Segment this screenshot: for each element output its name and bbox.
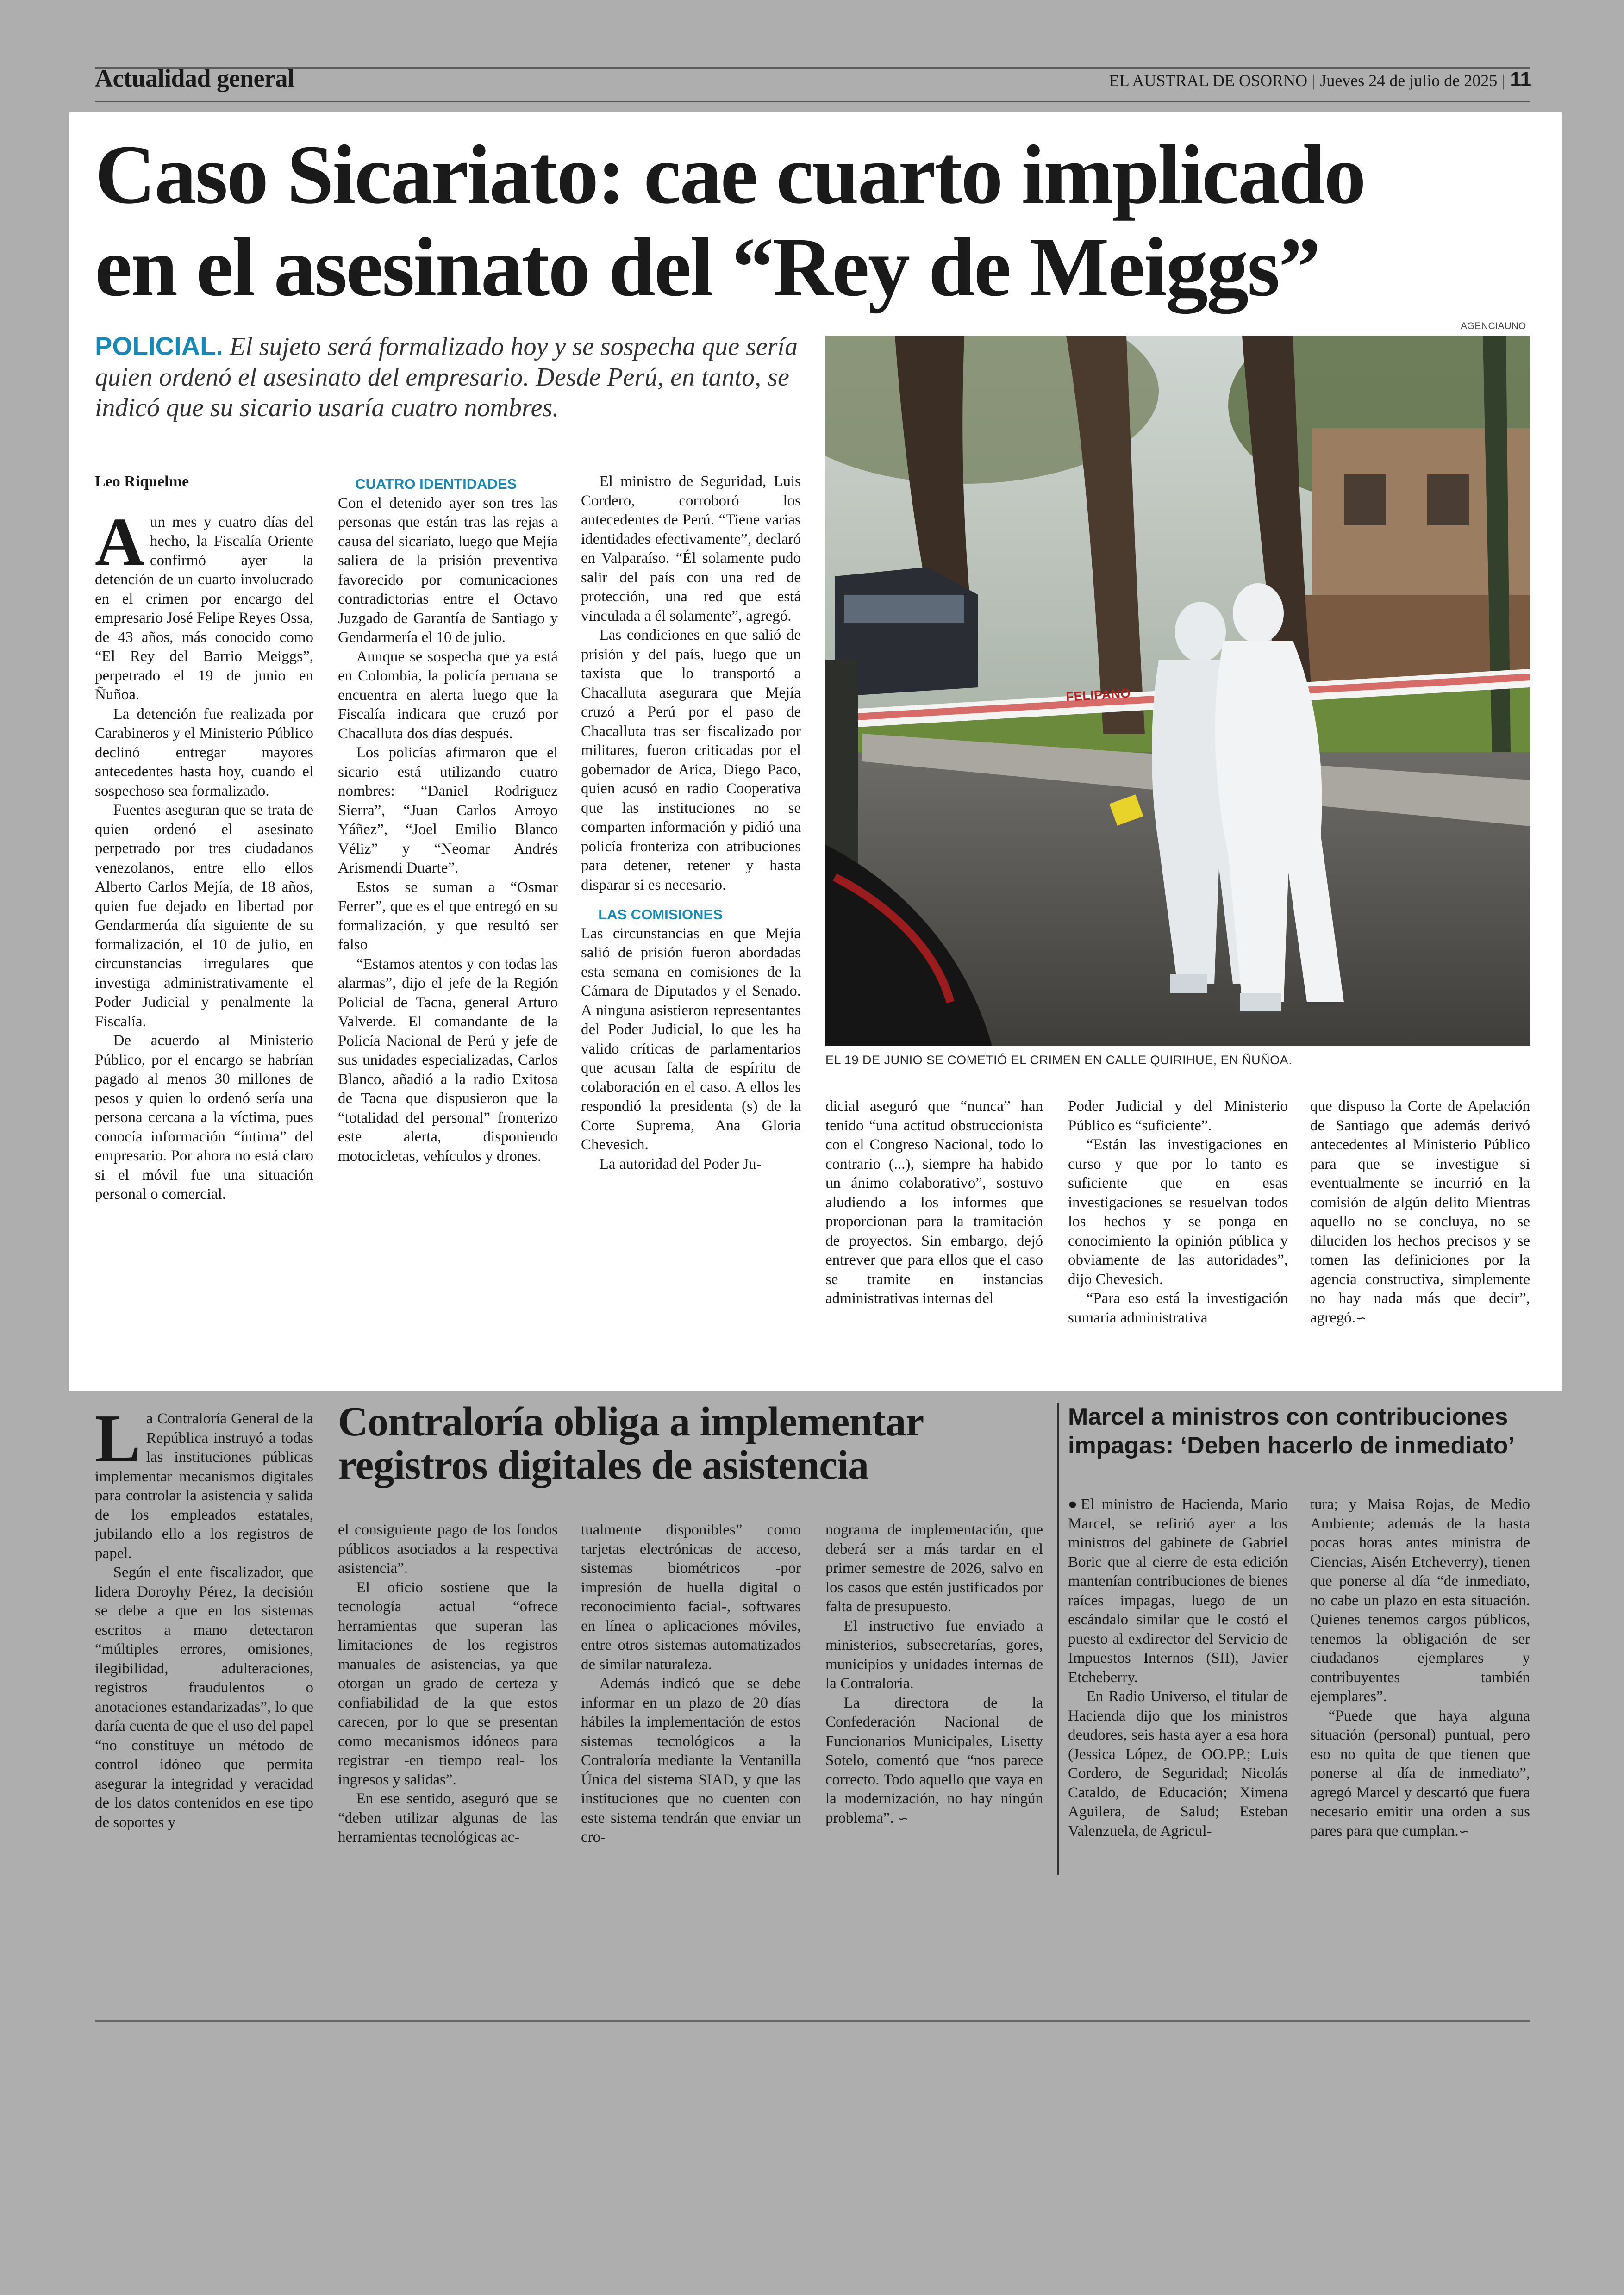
paragraph-wrap: [1310, 1707, 1530, 1841]
main-col-2: [338, 474, 558, 1166]
end-mark-icon: ∽: [897, 1810, 909, 1826]
story3-divider: [1057, 1403, 1059, 1875]
paragraph: el consiguiente pago de los fondos públicos asociados a la respectiva asistencia”.: [338, 1522, 558, 1577]
story2-col-3: [581, 1521, 801, 1847]
subhead-identidades: CUATRO IDENTIDADES: [355, 476, 517, 492]
header-bottom-rule: [95, 101, 1530, 102]
main-col-4: [825, 1097, 1043, 1309]
paragraph: un mes y cuatro días del hecho, la Fiscalía Oriente confirmó ayer la detención de un cuarto involucrado en el crimen por encargo del empresario José Felipe Reyes Ossa, de 43 años, más conocido como “El Rey del Barrio Meiggs”, perpetrado el 19 de junio en Ñuñoa.: [95, 513, 313, 703]
first-paragraph-wrap: [95, 1401, 313, 1563]
paragraph: nograma de implementación, que deberá ser a más tardar en el primer semestre de 2026, salvo en los casos que estén justificados por falta de presupuesto.: [825, 1522, 1043, 1615]
tape-lettering: FELIPANO: [1065, 686, 1131, 704]
paragraph: a Contraloría General de la República instruyó a todas las instituciones públicas implementar mecanismos digitales para controlar la asistencia y salida de los empleados estatales, jubilando ello a los registros de papel.: [95, 1410, 313, 1562]
paragraph: tualmente disponibles” como tarjetas electrónicas de acceso, sistemas biométricos -por impresión de huella digital o reconocimiento facial-, softwares en línea o aplicaciones móviles, entre otros sistemas automatizados de similar naturaleza.: [581, 1522, 801, 1673]
paragraph: Los policías afirmaron que el sicario está utilizando cuatro nombres: “Daniel Rodriguez Sierra”, “Juan Carlos Arroyo Yáñez”, “Joel Emilio Blanco Véliz” y “Neomar Andrés Arismendi Duarte”.: [338, 744, 558, 876]
story2-col-2: [338, 1521, 558, 1847]
paragraph: Las condiciones en que salió de prisión y del país, luego que un taxista que lo transportó a Chacalluta asegurara que Mejía cruzó a Perú por el paso de Chacalluta tras ser fiscalizado por militares, fueron criticadas por el gobernador de Arica, Diego Paco, quien acusó en radio Cooperativa que las instituciones no se comparten información y pidió una policía fronteriza con atribuciones para detener, retener y hasta disparar si es necesario.: [581, 627, 801, 893]
paragraph: En Radio Universo, el titular de Hacienda dijo que los ministros deudores, seis hasta ayer a esa hora (Jessica López, de OO.PP.; Luis Cordero, de Seguridad; Nicolás Cataldo, de Educación; Ximena Aguilera, de Salud; Esteban Valenzuela, de Agricul-: [1068, 1688, 1288, 1840]
lead-text: El sujeto será formalizado hoy y se sospecha que sería quien ordenó el asesinato del empresario. Desde Perú, en tanto, se indicó que su sicario usaría cuatro nombres.: [95, 332, 798, 422]
section-label: Actualidad general: [95, 64, 294, 92]
paragraph: Con el detenido ayer son tres las personas que están tras las rejas a causa del sicariato, luego que Mejía saliera de la prisión preventiva favorecido por comunicaciones contradictorias entre el Octavo Juzgado de Garantía de Santiago y Gendarmería el 10 de julio.: [338, 494, 558, 646]
paragraph: Según el ente fiscalizador, que lidera Doroyhy Pérez, la decisión se debe a que en los sistemas escritos a mano detectaron “múltiples errores, omisiones, ilegibilidad, adulteraciones, registros fraudulentos o anotaciones estandarizadas”, lo que daría cuenta de que el uso del papel “no constituye un método de control idóneo que permita asegurar la integridad y veracidad de los datos contenidos en ese tipo de soportes y: [95, 1564, 313, 1831]
byline: Leo Riquelme: [95, 473, 189, 490]
paragraph: “Puede que haya alguna situación (personal) puntual, pero eso no quita de que tienen que ponerse al día de inmediato”, agregó Marcel y descartó que fuera necesario emitir una orden a sus pares para que cumplan.: [1310, 1707, 1530, 1840]
paragraph: El oficio sostiene que la tecnología actual “ofrece herramientas que superan las limitaciones de los registros manuales de asistencias, ya que otorgan un grado de certeza y confiabilidad de la que estos carecen, por lo que se presentan como mecanismos idóneos para registrar -en tiempo real- los ingresos y salidas”.: [338, 1579, 558, 1788]
paragraph: Estos se suman a “Osmar Ferrer”, que es el que entregó en su formalización, y que resultó ser falso: [338, 879, 558, 953]
issue-date: Jueves 24 de julio de 2025: [1320, 71, 1498, 90]
crime-scene-photo: [825, 336, 1530, 1046]
footer-rule: [95, 2020, 1530, 2022]
paragraph: “Estamos atentos y con todas las alarmas”, dijo el jefe de la Región Policial de Tacna, general Arturo Valverde. El comandante de la Policía Nacional de Perú y jefe de sus unidades especializadas, Carlos Blanco, añadió a la radio Exitosa de Tacna que dispusieron que la “totalidad del personal” fronterizo este alerta, disponiendo motocicletas, vehículos y drones.: [338, 955, 558, 1165]
main-headline: [95, 129, 1553, 314]
paragraph: dicial aseguró que “nunca” han tenido “una actitud obstruccionista con el Congreso Nacional, todo lo contrario (...), siempre ha habido un ánimo colaborativo”, sostuvo aludiendo a los informes que proporcionan para la tramitación de proyectos. Sin embargo, dejó entrever que para ellos que el caso se tramite en instancias administrativas internas del: [825, 1098, 1043, 1307]
paragraph: “Para eso está la investigación sumaria administrativa: [1068, 1290, 1288, 1326]
story2-title: Contraloría obliga a implementar registros digitales de asistencia: [338, 1399, 923, 1488]
paragraph: La directora de la Confederación Nacional de Funcionarios Municipales, Lisetty Sotelo, comentó que “nos parece correcto. Todo aquello que vaya en la modernización, no hay ningún problema”.: [825, 1694, 1043, 1827]
paragraph: Aunque se sospecha que ya está en Colombia, la policía peruana se encuentra en alerta luego que la Fiscalía indicara que cruzó por Chacalluta dos días después.: [338, 648, 558, 742]
paragraph: ●El ministro de Hacienda, Mario Marcel, se refirió ayer a los ministros del gabinete de Gabriel Boric que al cierre de esta edición mantenían contribuciones de bienes raíces impagas, luego de un escándalo similar que le costó el puesto al exdirector del Servicio de Impuestos Internos (SII), Javier Etcheberry.: [1068, 1496, 1288, 1686]
paragraph-wrap: [1310, 1097, 1530, 1328]
subhead-comisiones: LAS COMISIONES: [598, 906, 723, 923]
photo-credit: AGENCIAUNO: [1461, 321, 1526, 331]
paragraph: tura; y Maisa Rojas, de Medio Ambiente; además de la hasta pocas horas antes ministra de Ciencias, Aisén Etcheverry), tienen que ponerse al día “de inmediato, no cabe un plazo en esta situación. Quienes tenemos cargos públicos, tenemos la obligación de ser ciudadanos ejemplares y contribuyentes también ejemplares”.: [1310, 1496, 1530, 1705]
masthead: EL AUSTRAL DE OSORNO | Jueves 24 de julio de 2025 | 11: [1109, 68, 1531, 91]
photo-caption: EL 19 DE JUNIO SE COMETIÓ EL CRIMEN EN CALLE QUIRIHUE, EN ÑUÑOA.: [825, 1053, 1293, 1067]
main-col-3: [581, 472, 801, 1174]
paragraph: El instructivo fue enviado a ministerios, subsecretarías, gores, municipios y unidades internas de la Contraloría.: [825, 1617, 1043, 1692]
paragraph: Las circunstancias en que Mejía salió de prisión fueron abordadas esta semana en comisiones de la Cámara de Diputados y el Senado. A ninguna asistieron representantes del Poder Judicial, lo que les ha valido críticas de parlamentarios que acusan falta de espíritu de colaboración en el caso. A ellos les respondió la presidenta (s) de la Corte Suprema, Ana Gloria Chevesich.: [581, 925, 801, 1153]
paragraph: que dispuso la Corte de Apelación de Santiago que además derivó antecedentes al Ministerio Público para que se investigue si eventualmente se incurrió en la comisión de algún delito Mientras aquello no se concluya, no se diluciden los hechos precisos y se tomen las definiciones por la agencia constructiva, simplemente no hay nada más que decir”, agregó.: [1310, 1098, 1530, 1326]
first-paragraph-wrap: [95, 504, 313, 705]
end-mark-icon: ∽: [1355, 1310, 1367, 1326]
paragraph: La detención fue realizada por Carabineros y el Ministerio Público declinó entregar mayores antecedentes hasta hoy, cuando el sospechoso sea formalizado.: [95, 705, 313, 799]
crime-scene-illustration: [825, 336, 1530, 1046]
dropcap-letter: L: [95, 1401, 141, 1477]
main-col-6: [1310, 1097, 1530, 1328]
paragraph: Además indicó que se debe informar en un plazo de 20 días hábiles la implementación de estos sistemas tecnológicos a la Contraloría mediante la Ventanilla Única del sistema SIAD, y que las instituciones que no cuenten con este sistema tendrán que enviar un cro-: [581, 1675, 801, 1846]
paragraph: El ministro de Seguridad, Luis Cordero, corroboró los antecedentes de Perú. “Tiene varias identidades efectivamente”, declaró en Valparaíso. “Él solamente pudo salir del país con una red de protección, una red que está vinculada a él solamente”, agregó.: [581, 473, 801, 624]
end-mark-icon: ∽: [1458, 1823, 1470, 1839]
story2-col-4: [825, 1521, 1043, 1828]
main-col-1: [95, 472, 313, 1204]
paragraph: Fuentes aseguran que se trata de quien ordenó el asesinato perpetrado por tres ciudadanos venezolanos, entre ello ellos Alberto Carlos Mejía, de 18 años, quien fue dejado en libertad por Gendarmerúa día siguiente de su formalización, el 10 de julio, en circunstancias irregulares que investiga administrativamente el Poder Judicial y penalmente la Fiscalía.: [95, 802, 313, 1030]
paragraph: La autoridad del Poder Ju-: [599, 1155, 762, 1172]
newspaper-name: EL AUSTRAL DE OSORNO: [1109, 71, 1308, 90]
main-col-5: [1068, 1097, 1288, 1328]
page-number: 11: [1510, 68, 1531, 91]
story2-col-1: [95, 1401, 313, 1832]
paragraph: Poder Judicial y del Ministerio Público es “suficiente”.: [1068, 1098, 1288, 1134]
paragraph: En ese sentido, aseguró que se “deben utilizar algunas de las herramientas tecnológicas ac-: [338, 1790, 558, 1846]
section-kicker: POLICIAL.: [95, 331, 223, 361]
story3-col-1: [1068, 1495, 1288, 1841]
lead-paragraph: [95, 331, 803, 423]
dropcap-letter: A: [95, 504, 144, 580]
paragraph-wrap: [825, 1694, 1043, 1828]
headline-line-2: en el asesinato del “Rey de Meiggs”: [95, 221, 1319, 314]
story3-title: Marcel a ministros con contribuciones impagas: ‘Deben hacerlo de inmediato’: [1068, 1403, 1515, 1459]
paragraph: “Están las investigaciones en curso y que por lo tanto es suficiente que en esas investigaciones se resuelvan todos los hechos y se ponga en conocimiento la opinión pública y obviamente de las autoridades”, dijo Chevesich.: [1068, 1136, 1288, 1288]
paragraph: De acuerdo al Ministerio Público, por el encargo se habrían pagado al menos 30 millones de pesos y quien lo ordenó sería una persona cercana a la víctima, pues conocía información “íntima” del empresario. Por ahora no está claro si el móvil fue una situación personal o comercial.: [95, 1032, 313, 1203]
headline-line-1: Caso Sicariato: cae cuarto implicado: [95, 128, 1365, 221]
story3-col-2: [1310, 1495, 1530, 1841]
